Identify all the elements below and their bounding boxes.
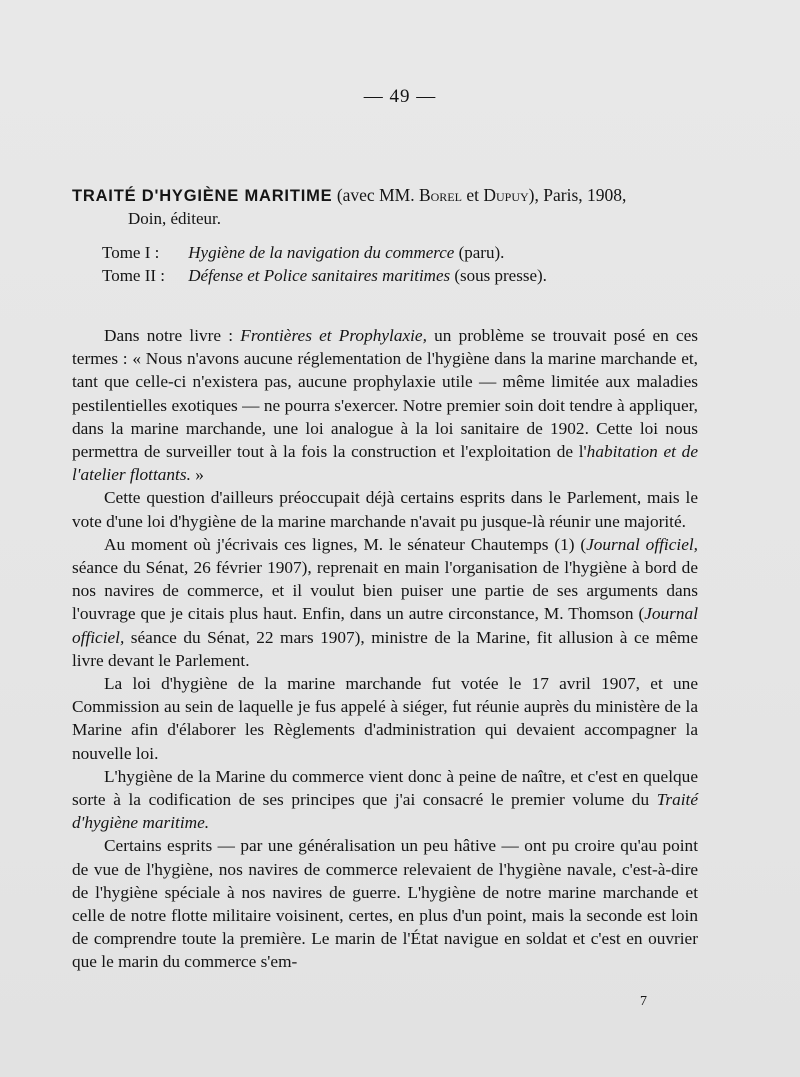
reference-title-line xyxy=(72,184,698,208)
tome-label: Tome I : xyxy=(102,243,160,262)
italic-run: Traité d'hygiène maritime. xyxy=(72,790,698,833)
text-run: Certains esprits — par une généralisation un peu hâtive — ont pu croire qu'au point de vue de l'hygiène, nos navires de commerce relevaient de l'hygiène navale, c'est-à-dire de l'hygiène spéciale à nos navires de guerre. L'hygiène de notre marine marchande et celle de notre flotte militaire voisinent, certes, en plus d'un point, mais la seconde est loin de comprendre toute la première. Le marin de l'État navigue en soldat et c'est en ouvrier que le marin du commerce s'em- xyxy=(72,836,698,972)
text-run: séance du Sénat, 26 février 1907), reprenait en main l'organisation de l'hygiène à bord de nos navires de commerce, et il voulut bien puiser une partie de ses arguments dans l'ouvrage que je citais plus haut. Enfin, dans un autre circonstance, M. Thomson ( xyxy=(72,558,698,624)
text-run: La loi d'hygiène de la marine marchande fut votée le 17 avril 1907, et une Commission au sein de laquelle je fus appelé à siéger, fut réunie auprès du ministère de la Marine afin d'élaborer les Règlements d'administration qui devaient accompagner la nouvelle loi. xyxy=(72,674,698,763)
tome-label: Tome II : xyxy=(102,266,166,285)
paragraph xyxy=(72,324,698,486)
tome-2 xyxy=(102,264,698,287)
publisher: Doin, éditeur. xyxy=(128,209,222,228)
italic-run: Journal officiel, xyxy=(72,604,698,647)
paragraph xyxy=(72,834,698,973)
paragraph xyxy=(72,672,698,765)
italic-run: Journal officiel, xyxy=(586,534,698,554)
text-run: un problème se trouvait posé en ces termes : « Nous n'avons aucune réglementation de l'hygiène dans la marine marchande et, tant que celle-ci n'existera pas, aucune prophylaxie utile — même limitée aux maladies pestilentielles exotiques — ne pourra s'exercer. Notre premier soin doit tendre à appliquer, dans la marine marchande, une loi analogue à la loi sanitaire de 1902. Cette loi nous permettra de surveiller tout à la fois la construction et l'exploitation de l' xyxy=(72,326,699,462)
italic-run: habitation et de l'atelier flottants. xyxy=(72,442,698,485)
tome-status: (paru). xyxy=(458,243,505,262)
text-run: L'hygiène de la Marine du commerce vient donc à peine de naître, et c'est en quelque sorte à la codification de ses principes que j'ai consacré le premier volume du xyxy=(72,766,698,810)
paragraph xyxy=(72,765,698,835)
paragraph xyxy=(72,533,698,672)
page-number: — 49 — xyxy=(363,86,437,107)
tome-status: (sous presse). xyxy=(454,266,547,285)
text-run: séance du Sénat, 22 mars 1907), ministre de la Marine, fit allusion à ce même livre devant le Parlement. xyxy=(72,627,698,670)
tome-list xyxy=(102,241,698,287)
author-joiner: et xyxy=(466,185,479,205)
place-date: ), Paris, 1908, xyxy=(528,185,627,205)
body-text xyxy=(72,324,698,974)
tome-title: Défense et Police sanitaires maritimes xyxy=(188,266,451,285)
italic-run: Frontières et Prophylaxie, xyxy=(240,326,427,345)
paragraph xyxy=(72,486,698,532)
text-run: Cette question d'ailleurs préoccupait déjà certains esprits dans le Parlement, mais le vote d'une loi d'hygiène de la marine marchande n'avait pu jusque-là réunir une majorité. xyxy=(72,488,698,531)
text-run: Dans notre livre : xyxy=(104,326,241,345)
author-dupuy: Dupuy xyxy=(483,185,529,205)
tome-1 xyxy=(102,241,698,264)
collab-prefix: (avec MM. xyxy=(336,185,415,205)
folio-mark: 7 xyxy=(640,994,647,1009)
text-run: Au moment où j'écrivais ces lignes, M. le sénateur Chautemps (1) ( xyxy=(104,534,587,554)
tome-title: Hygiène de la navigation du commerce xyxy=(188,243,455,262)
book-title: TRAITÉ D'HYGIÈNE MARITIME xyxy=(72,187,333,205)
author-borel: Borel xyxy=(418,185,462,205)
book-reference xyxy=(72,184,698,287)
text-run: » xyxy=(190,465,204,485)
